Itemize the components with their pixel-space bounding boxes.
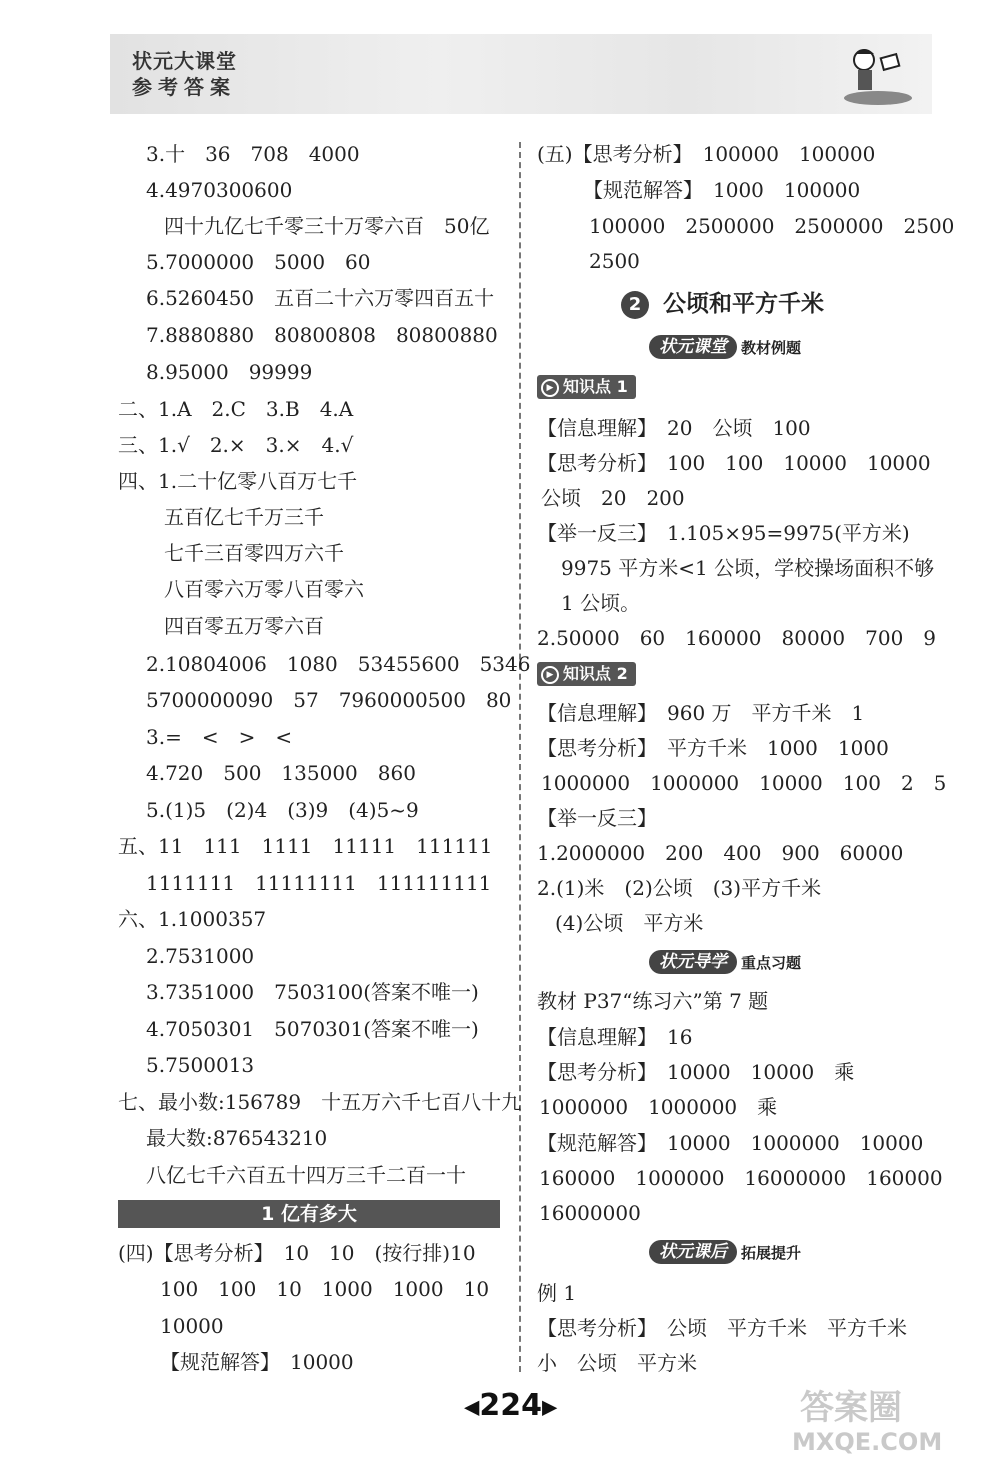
header-title: 状元大课堂 参考答案 (132, 49, 237, 99)
answer-line: 5.7000000 5000 60 (146, 250, 371, 274)
watermark-url: MXQE.COM (792, 1428, 943, 1456)
answer-line: 八亿七千六百五十四万三千二百一十 (146, 1163, 466, 1187)
answer-line: 1000000 1000000 乘 (539, 1095, 778, 1119)
answer-line: 1.2000000 200 400 900 60000 (537, 841, 904, 865)
watermark-logo: 答案圈 (800, 1388, 902, 1428)
answer-line: 五百亿七千万三千 (164, 505, 324, 529)
answer-line: 八百零六万零八百零六 (164, 577, 364, 601)
answer-line: (4)公顷 平方米 (555, 911, 704, 935)
play-arrow-icon: ▶ (541, 379, 559, 397)
section-number-badge: 2 (621, 291, 649, 319)
answer-line: 【信息理解】 16 (537, 1025, 693, 1049)
answer-line: 2500 (589, 249, 640, 273)
triangle-right-icon: ▶ (542, 1394, 558, 1419)
knowledge-point-badge: ▶ 知识点 1 (537, 375, 636, 399)
answer-line: 1000000 1000000 10000 100 2 5 (541, 771, 947, 795)
answer-line: 5700000090 57 7960000500 80 (146, 688, 512, 712)
answer-line: 2.(1)米 (2)公顷 (3)平方千米 (537, 876, 822, 900)
answer-line: 5.(1)5 (2)4 (3)9 (4)5~9 (146, 798, 419, 822)
answer-line: 【信息理解】 960 万 平方千米 1 (537, 701, 865, 725)
answer-line: 100 100 10 1000 1000 10 (160, 1277, 490, 1301)
answer-line: 【举一反三】 1.105×95=9975(平方米) (537, 521, 910, 545)
answer-line: 16000000 (539, 1201, 641, 1225)
answer-line: 2.50000 60 160000 80000 700 9 (537, 626, 937, 650)
answer-line: 例 1 (537, 1281, 577, 1305)
answer-line: 【规范解答】 10000 (160, 1350, 354, 1374)
answer-line: 【信息理解】 20 公顷 100 (537, 416, 811, 440)
section-title: 2 公顷和平方千米 (621, 285, 824, 319)
triangle-left-icon: ◀ (464, 1394, 480, 1419)
answer-line: 3.7351000 7503100(答案不唯一) (146, 980, 479, 1004)
answer-line: (五)【思考分析】 100000 100000 (537, 142, 876, 166)
section-header-bar: 1 亿有多大 (118, 1200, 500, 1228)
answer-line: 10000 (160, 1314, 224, 1338)
page-header (110, 34, 932, 114)
answer-line: (四)【思考分析】 10 10 (按行排)10 (118, 1241, 476, 1265)
answer-line: 4.720 500 135000 860 (146, 761, 416, 785)
play-arrow-icon: ▶ (541, 666, 559, 684)
answer-line: 小 公顷 平方米 (537, 1351, 697, 1375)
answer-line: 四百零五万零六百 (164, 614, 324, 638)
answer-line: 160000 1000000 16000000 160000 (539, 1166, 943, 1190)
banner-zhuangyuan-daoxue: 状元导学 重点习题 (649, 950, 801, 976)
answer-line: 9975 平方米<1 公顷，学校操场面积不够 (561, 556, 935, 580)
answer-line: 2.7531000 (146, 944, 255, 968)
answer-line: 四十九亿七千零三十万零六百 50亿 (164, 214, 490, 238)
answer-line: 8.95000 99999 (146, 360, 313, 384)
answer-line: 6.5260450 五百二十六万零四百五十 (146, 286, 495, 310)
answer-line: 100000 2500000 2500000 2500 (589, 214, 955, 238)
answer-line: 【思考分析】 10000 10000 乘 (537, 1060, 855, 1084)
answer-line: 1111111 11111111 111111111 (146, 871, 492, 895)
answer-line: 5.7500013 (146, 1053, 255, 1077)
reading-child-icon (834, 42, 914, 108)
answer-line: 3.= < > < (146, 725, 293, 749)
answer-line: 七千三百零四万六千 (164, 541, 344, 565)
banner-zhuangyuan-kehou: 状元课后 拓展提升 (649, 1240, 801, 1266)
answer-line: 三、1.√ 2.× 3.× 4.√ (118, 433, 354, 457)
answer-line: 【思考分析】 公顷 平方千米 平方千米 (537, 1316, 907, 1340)
banner-zhuangyuan-ketang: 状元课堂 教材例题 (649, 335, 801, 361)
answer-line: 3.十 36 708 4000 (146, 142, 360, 166)
answer-line: 2.10804006 1080 53455600 5346 (146, 652, 531, 676)
answer-line: 4.4970300600 (146, 178, 293, 202)
answer-line: 【举一反三】 (537, 806, 657, 830)
answer-line: 【规范解答】 10000 1000000 10000 (537, 1131, 924, 1155)
answer-line: 五、11 111 1111 11111 111111 (118, 834, 493, 858)
page-number: ◀224▶ (464, 1388, 558, 1423)
answer-line: 四、1.二十亿零八百万七千 (118, 469, 358, 493)
answer-line: 七、最小数:156789 十五万六千七百八十九 (118, 1090, 522, 1114)
answer-line: 六、1.1000357 (118, 907, 267, 931)
column-divider (519, 142, 521, 1372)
answer-line: 7.8880880 80800808 80800880 (146, 323, 498, 347)
answer-line: 4.7050301 5070301(答案不唯一) (146, 1017, 479, 1041)
knowledge-point-badge: ▶ 知识点 2 (537, 662, 636, 686)
answer-line: 公顷 20 200 (541, 486, 685, 510)
answer-line: 二、1.A 2.C 3.B 4.A (118, 397, 354, 421)
answer-line: 【思考分析】 平方千米 1000 1000 (537, 736, 889, 760)
answer-line: 【思考分析】 100 100 10000 10000 (537, 451, 931, 475)
answer-line: 1 公顷。 (561, 591, 641, 615)
answer-line: 最大数:876543210 (146, 1126, 328, 1150)
answer-line: 教材 P37“练习六”第 7 题 (537, 989, 769, 1013)
answer-line: 【规范解答】 1000 100000 (583, 178, 861, 202)
